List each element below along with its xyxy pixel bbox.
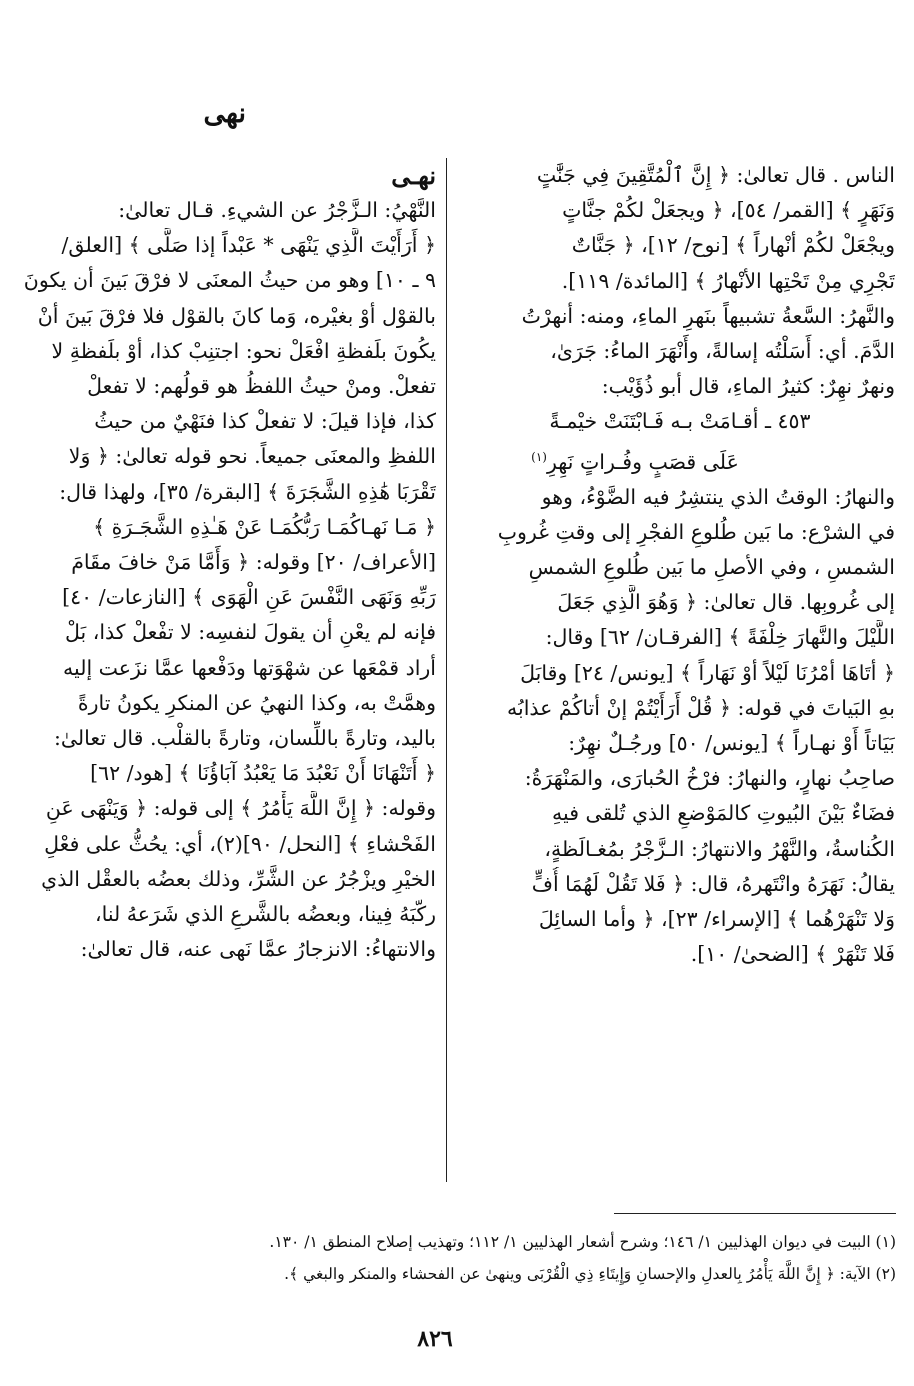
text-line: فإنه لم يعْنِ أن يقولَ لنفسِه: لا تفْعلْ كذا، بَلْ [64,620,436,645]
text-line: الدَّمَ. أي: أَسَلْتُه إسالةً، وأَنْهَرَ الماءُ: جَرَىٰ، [550,339,895,364]
text-line: في الشرْع: ما بَين طُلوعِ الفجْرِ إلى وقتِ غُروبِ [497,519,895,544]
text-line: ﴿ أتَاهَا أمْرُنَا لَيْلاً أوْ نَهَاراً ﴾ [يونس/ ٢٤] وقابَلَ [520,660,895,685]
text-line: ٩ ـ ١٠] وهو من حيثُ المعنَى لا فرْقَ بَينَ أن يكونَ [23,268,436,293]
text-line: [الأعراف/ ٢٠] وقوله: ﴿ وَأَمَّا مَنْ خافَ مقَامَ [71,550,436,575]
poem-second-text: عَلَى قصَبٍ وفُـراتٍ نَهِرِ [546,449,739,474]
text-line: بهِ البَياتَ في قوله: ﴿ قُلْ أَرَأَيْتُمْ إنْ أتاكُمْ عذابُه [507,695,895,720]
text-line: ﴿ مَـا نَهـاكُمَـا رَبُّكُمَـا عَنْ هَـٰذِهِ الشَّجَـرَةِ ﴾ [93,514,436,539]
text-line: وقوله: ﴿ إِنَّ اللَّهَ يَأْمُرُ ﴾ إلى قوله: ﴿ وَيَنْهَى عَنِ [45,796,436,821]
footnote: (١) البيت في ديوان الهذليين ١/ ١٤٦؛ وشرح أشعار الهذليين ١/ ١١٢؛ وتهذيب إصلاح المنطق ١/ ١٣٠. [269,1233,896,1251]
text-line: تَجْرِي مِنْ تَحْتِها الأنْهارُ ﴾ [المائدة/ ١١٩]. [561,268,895,293]
text-line: بالقوْل أوْ بغيْره، وَما كانَ بالقوْل فلا فرْقَ بَينَ أنْ [37,303,436,328]
text-line: الفَحْشاءِ ﴾ [النحل/ ٩٠](٢)، أي: يحُثُّ على فعْلِ [44,831,436,856]
text-line: كذا، فإذا قيلَ: لا تفعلْ كذا فنَهْيٌ من حيثُ [94,409,436,434]
text-line: تفعلْ. ومنْ حيثُ اللفظُ هو قولُهم: لا تفعلْ [87,374,436,399]
text-line: اللَّيْلَ والنَّهارَ خِلْفَةً ﴾ [الفرقـان/ ٦٢] وقال: [545,625,895,650]
left-column [18,158,436,967]
text-line: فضَاءٌ بَيْنَ البُيوتِ كالمَوْضعِ الذي تُلقى فيهِ [552,801,895,826]
text-line: فَلا تَنْهَرْ ﴾ [الضحىٰ/ ١٠]. [690,942,895,967]
text-line: والانتهاءُ: الانزجارُ عمَّا نَهى عنه، قال تعالىٰ: [80,937,436,962]
poem-first-hemistich: ٤٥٣ ـ أقـامَتْ بـه فَـابْتَنَتْ خيْمـةً [549,409,811,434]
text-line: باليد، وتارةً باللِّسان، وتارةً بالقلْب. قال تعالىٰ: [53,726,436,751]
column-divider [446,158,447,1182]
text-line: صاحِبُ نهارٍ، والنهارُ: فرْخُ الحُبارَى، والمَنْهَرَةُ: [524,766,895,791]
right-column [455,158,895,973]
text-line: النَّهْيُ: الـزَّجْرُ عن الشيءِ. قـال تعالىٰ: [118,198,436,222]
text-line: وَنَهَرٍ ﴾ [القمر/ ٥٤]، ﴿ ويجعَلْ لكُمْ جنَّاتٍ [562,198,895,223]
text-line: الكُناسةُ، والنَّهْرُ والانتهارُ: الـزَّجْرُ بمُغـالَظةٍ، [544,836,895,861]
footnotes [48,1226,896,1290]
text-line: الشمسِ ، وفي الأصلِ ما بَين طُلوعِ الشمسِ [528,555,895,580]
poem-second-hemistich [455,440,895,480]
text-line: يقالُ: نَهَرَهُ وانْتَهرهُ، قال: ﴿ فَلا تَقُلْ لَهُمَا أُفٍّ [531,871,895,896]
text-line: ويجْعَلْ لكُمْ أنْهاراً ﴾ [نوح/ ١٢]، ﴿ جَنَّاتٌ [571,233,895,258]
running-head: نهى [203,98,246,129]
text-line: إلى غُروبِها. قال تعالىٰ: ﴿ وَهُوَ الَّذِي جَعَلَ [557,590,895,615]
text-line: ﴿ أَرَأَيْتَ الَّذِي يَنْهَى * عَبْداً إذا صَلَّى ﴾ [العلق/ [61,233,436,258]
text-line: اللفظِ والمعنَى جميعاً. نحو قوله تعالىٰ: ﴿ وَلا [68,444,436,469]
text-line: بَيَاتاً أَوْ نهـاراً ﴾ [يونس/ ٥٠] ورجُـلٌ نهِرٌ: [568,731,895,756]
text-line: ركّبَهُ فِينا، وبعضُه بالشَّرعِ الذي شَرَعهُ لنا، [94,902,436,927]
text-line: والنهارُ: الوقتُ الذي ينتشِرُ فيه الضَّوْءُ، وهو [541,484,895,509]
footnote: (٢) الآية: ﴿ إِنَّ اللَّهَ يَأْمُرُ بِالعدلِ والإحسانِ وَإِيتَاءِ ذِي الْقُرْبَى وينهىٰ عن الفحشاء والمنكر والبغي ﴾. [284,1265,896,1283]
text-line: رَبِّهِ وَنَهَى النَّفْسَ عَنِ الْهَوَى ﴾ [النازعات/ ٤٠] [62,585,436,610]
text-line: الخيْرِ ويزْجُرُ عن الشَّرِّ، وذلك بعضُه بالعقْل الذي [41,866,436,891]
text-line: وَلا تَنْهَرْهُما ﴾ [الإسراء/ ٢٣]، ﴿ وأما السائِلَ [538,907,895,932]
footnote-rule [614,1213,896,1214]
footnote-marker: (١) [531,449,547,464]
text-line: ونهرٌ نهِرٌ: كثيرُ الماءِ، قال أبو ذُؤَيْب: [601,374,895,399]
text-line: تَقْرَبَا هَٰذِهِ الشَّجَرَةَ ﴾ [البقرة/ ٣٥]، ولهذا قال: [59,479,436,504]
text-line: وهمَّتْ به، وكذا النهيُ عن المنكرِ يكونُ تارةً [77,690,436,715]
text-line: يكُونَ بلَفظةِ افْعَلْ نحو: اجتنِبْ كذا، أوْ بلَفظةِ لا [51,338,436,363]
entry-title: نهـى [391,161,436,190]
text-line: الناس . قال تعالىٰ: ﴿ إِنَّ ٱلْمُتَّقِينَ فِي جَنَّٰتٍ [536,163,895,187]
text-line: أراد قمْعَها عن شهْوَتها ودَفْعها عمَّا نزَعت إليه [63,655,436,680]
page-number: ٨٢٦ [417,1326,453,1352]
text-line: والنَّهرُ: السَّعةُ تشبيهاً بنَهرِ الماءِ، ومنه: أنهرْتُ [521,303,895,328]
text-line: ﴿ أَتَنْهَانَا أَنْ نَعْبُدَ مَا يَعْبُدُ آبَاؤُنَا ﴾ [هود/ ٦٢] [90,761,436,786]
